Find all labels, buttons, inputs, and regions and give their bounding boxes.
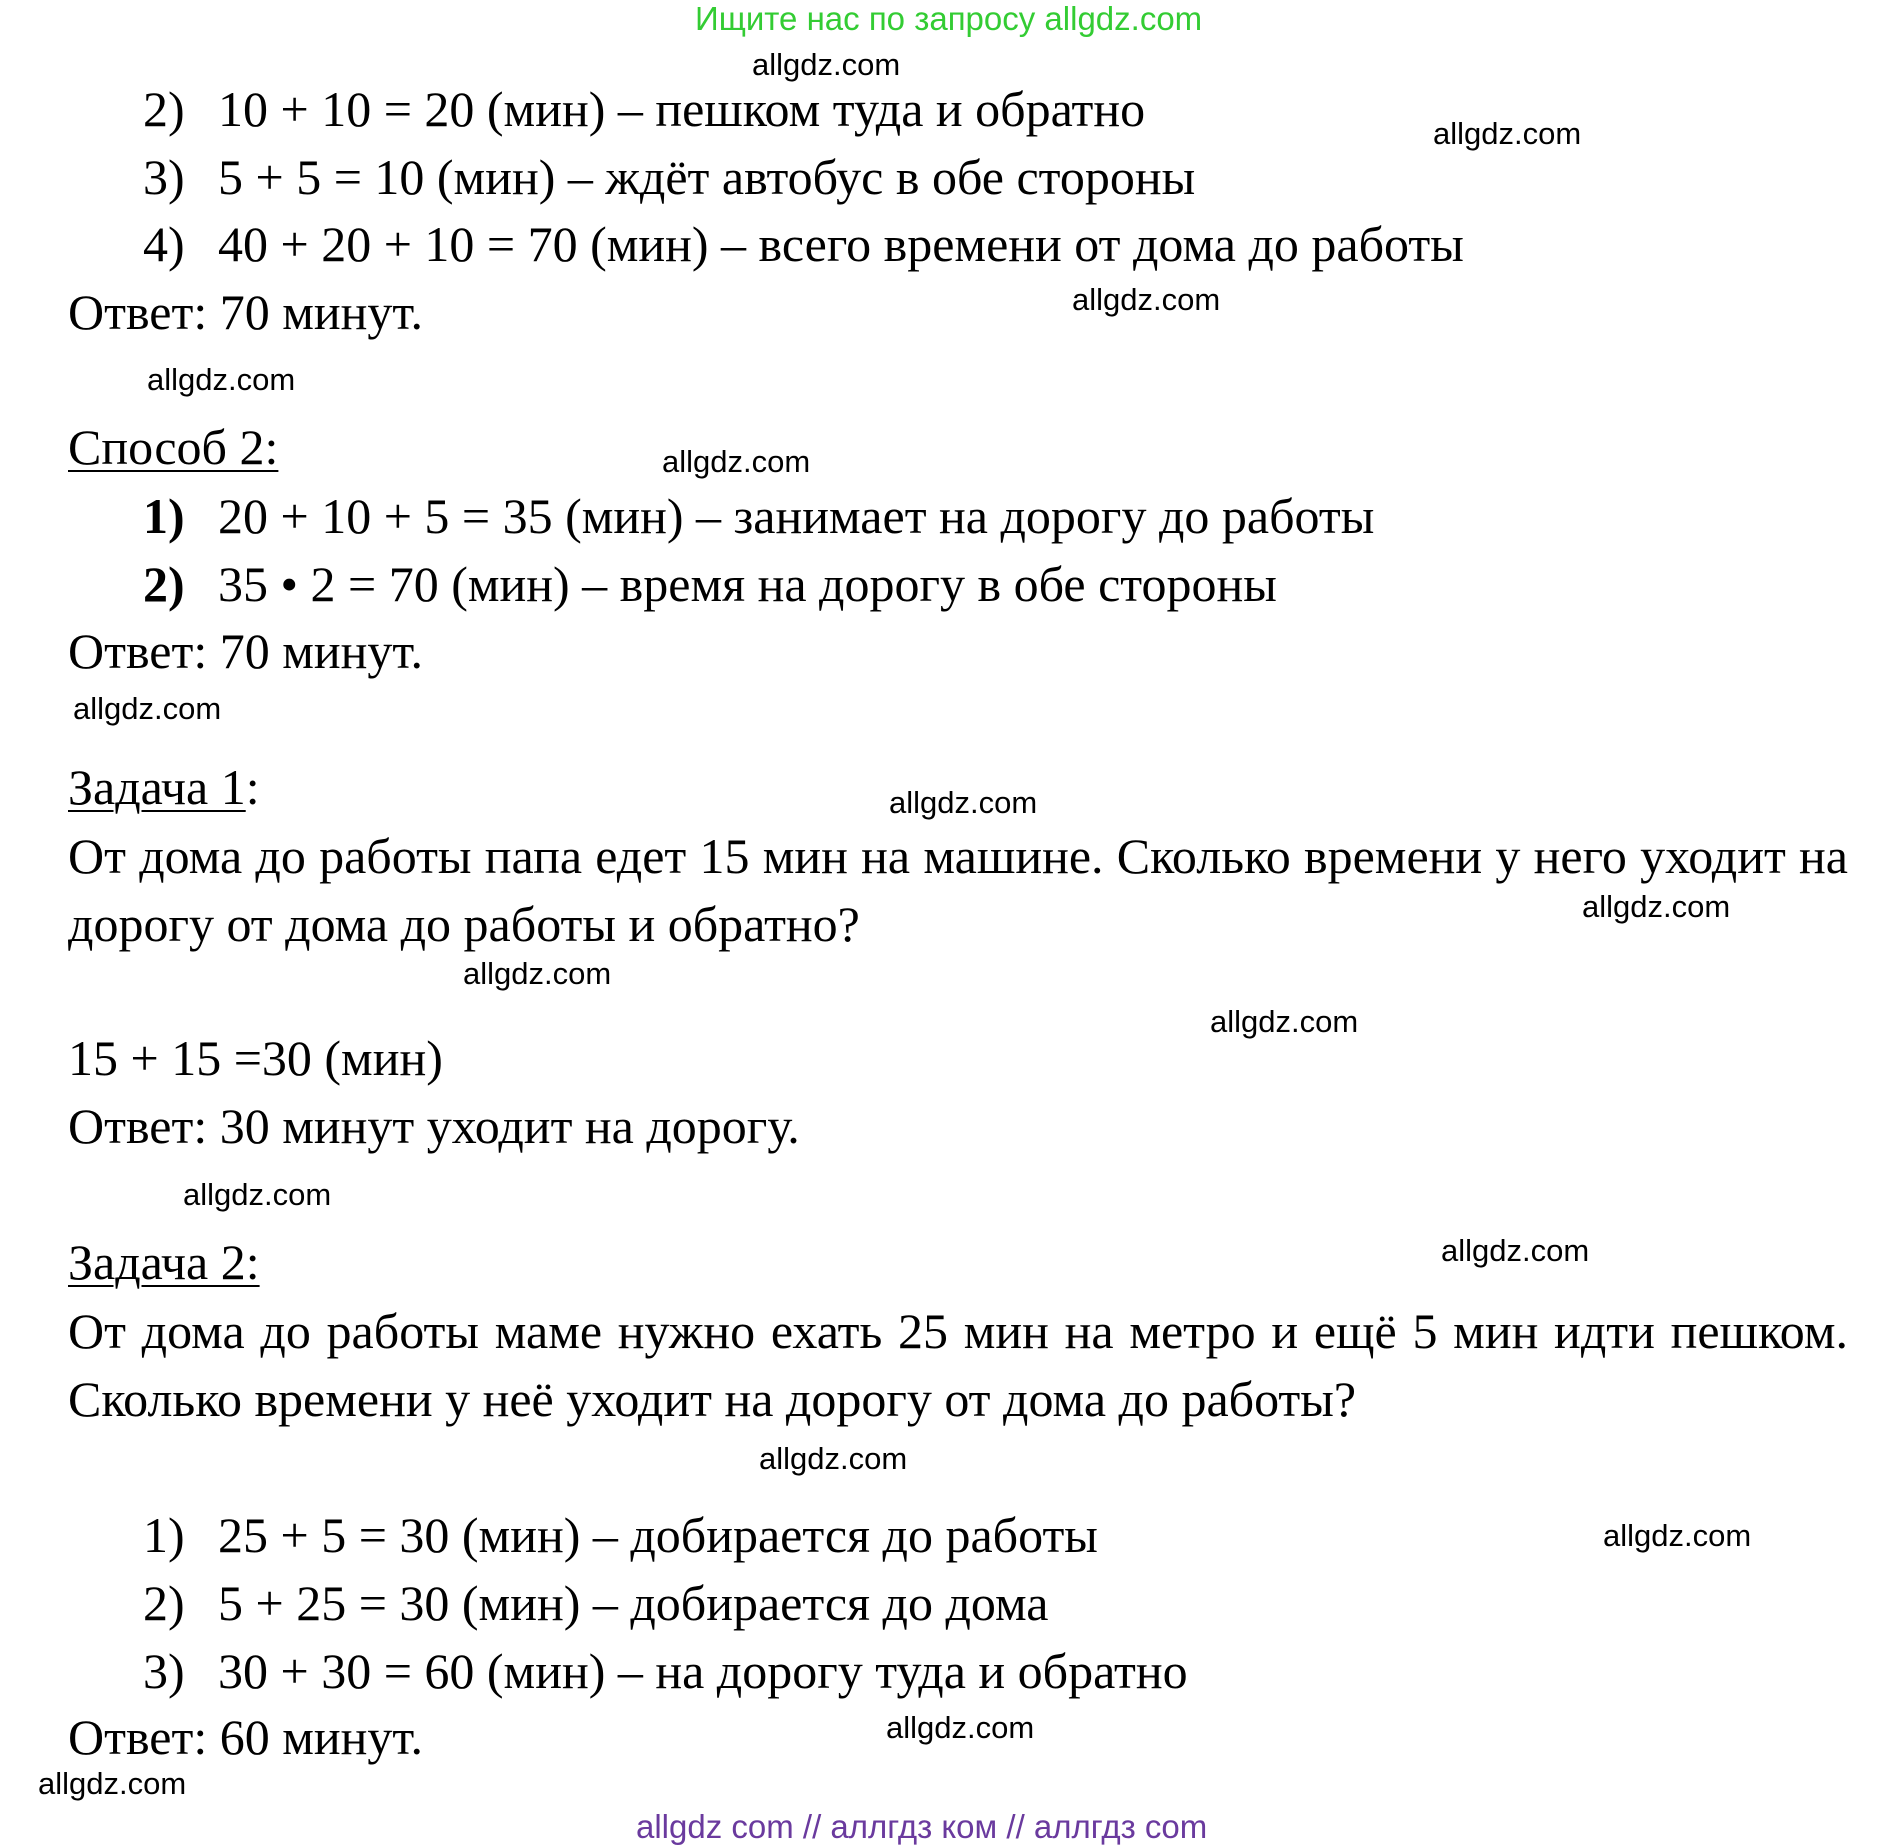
watermark: allgdz.com: [752, 47, 901, 82]
step-number: 1): [143, 488, 185, 544]
watermark: allgdz.com: [886, 1710, 1035, 1745]
method2-step-2: [143, 557, 1277, 612]
task1-heading-line: [68, 760, 260, 815]
step-number: 2): [143, 1575, 185, 1631]
step-text: 30 + 30 = 60 (мин) – на дорогу туда и обратно: [218, 1643, 1188, 1699]
method1-step-2: [143, 82, 1145, 137]
task2-heading: Задача 2:: [68, 1234, 260, 1290]
step-text: 5 + 25 = 30 (мин) – добирается до дома: [218, 1575, 1049, 1631]
watermark: allgdz.com: [147, 362, 296, 397]
task2-step-3: [143, 1644, 1188, 1699]
watermark: allgdz.com: [1433, 116, 1582, 151]
watermark: allgdz.com: [1582, 889, 1731, 924]
step-number: 4): [143, 216, 185, 272]
task1-answer: Ответ: 30 минут уходит на дорогу.: [68, 1098, 800, 1154]
watermark: allgdz.com: [1210, 1004, 1359, 1039]
watermark: allgdz.com: [38, 1766, 187, 1801]
task1-heading-colon: :: [245, 759, 260, 815]
method2-answer: Ответ: 70 минут.: [68, 623, 423, 679]
task1-heading: Задача 1: [68, 759, 246, 815]
watermark: allgdz.com: [759, 1441, 908, 1476]
step-text: 25 + 5 = 30 (мин) – добирается до работы: [218, 1507, 1098, 1563]
step-text: 10 + 10 = 20 (мин) – пешком туда и обратно: [218, 81, 1146, 137]
watermark: allgdz.com: [889, 785, 1038, 820]
step-number: 2): [143, 556, 185, 612]
watermark: allgdz.com: [463, 956, 612, 991]
step-number: 2): [143, 81, 185, 137]
method1-step-3: [143, 150, 1195, 205]
task2-answer: Ответ: 60 минут.: [68, 1709, 423, 1765]
watermark: allgdz.com: [1441, 1233, 1590, 1268]
method1-step-4: [143, 217, 1464, 272]
step-text: 35 • 2 = 70 (мин) – время на дорогу в обе стороны: [218, 556, 1277, 612]
task1-solution: 15 + 15 =30 (мин): [68, 1030, 443, 1086]
step-number: 1): [143, 1507, 185, 1563]
method2-heading: Способ 2:: [68, 419, 279, 475]
task2-step-2: [143, 1576, 1048, 1631]
top-banner[interactable]: Ищите нас по запросу allgdz.com: [695, 0, 1203, 37]
watermark: allgdz.com: [662, 444, 811, 479]
step-text: 5 + 5 = 10 (мин) – ждёт автобус в обе стороны: [218, 149, 1196, 205]
method1-answer: Ответ: 70 минут.: [68, 284, 423, 340]
step-text: 40 + 20 + 10 = 70 (мин) – всего времени от дома до работы: [218, 216, 1464, 272]
watermark: allgdz.com: [1603, 1518, 1752, 1553]
step-number: 3): [143, 149, 185, 205]
watermark: allgdz.com: [73, 691, 222, 726]
task2-text: От дома до работы маме нужно ехать 25 мин на метро и ещё 5 мин идти пешком. Сколько времени у неё уходит на дорогу от дома до работы?: [68, 1303, 1848, 1427]
task1-text: От дома до работы папа едет 15 мин на машине. Сколько времени у него уходит на дорогу от дома до работы и обратно?: [68, 828, 1848, 952]
step-text: 20 + 10 + 5 = 35 (мин) – занимает на дорогу до работы: [218, 488, 1375, 544]
step-number: 3): [143, 1643, 185, 1699]
watermark: allgdz.com: [183, 1177, 332, 1212]
task2-step-1: [143, 1508, 1098, 1563]
watermark: allgdz.com: [1072, 282, 1221, 317]
method2-step-1: [143, 489, 1374, 544]
bottom-banner[interactable]: allgdz com // аллгдз ком // аллгдз com: [636, 1808, 1208, 1845]
